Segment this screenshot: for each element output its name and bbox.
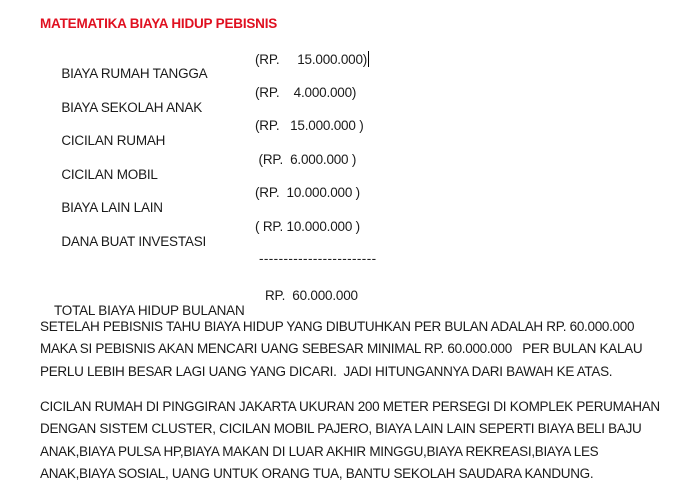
total-amount: RP. 60.000.000: [265, 288, 358, 303]
dashed-separator: ------------------------: [259, 251, 377, 266]
expense-amount: ( RP. 10.000.000 ): [255, 218, 360, 234]
expense-label: CICILAN RUMAH: [61, 133, 166, 149]
expense-row: [40, 219, 670, 253]
expense-amount: (RP. 4.000.000): [255, 84, 357, 100]
expense-list: [40, 51, 670, 253]
expense-row: [40, 152, 670, 186]
expense-amount-wrap: [255, 152, 356, 167]
expense-amount-wrap: [255, 185, 360, 200]
paragraph-line: CICILAN RUMAH DI PINGGIRAN JAKARTA UKURAN 200 METER PERSEGI DI KOMPLEK PERUMAHAN: [40, 399, 660, 414]
paragraph-line: SETELAH PEBISNIS TAHU BIAYA HIDUP YANG DIBUTUHKAN PER BULAN ADALAH RP. 60.000.000: [40, 319, 635, 334]
expense-amount-wrap: [255, 118, 364, 133]
expense-label: CICILAN MOBIL: [61, 166, 158, 182]
expense-row: [40, 85, 670, 119]
paragraph-line: ANAK,BIAYA PULSA HP,BIAYA MAKAN DI LUAR AKHIR MINGGU,BIAYA REKREASI,BIAYA LES: [40, 443, 599, 459]
expense-row: [40, 185, 670, 219]
expense-amount: (RP. 15.000.000): [255, 52, 368, 67]
expense-amount-wrap: [255, 85, 356, 100]
paragraph-line: MAKA SI PEBISNIS AKAN MENCARI UANG SEBESAR MINIMAL RP. 60.000.000 PER BULAN KALAU: [40, 341, 643, 357]
total-label: TOTAL BIAYA HIDUP BULANAN: [53, 303, 245, 318]
expense-amount-wrap: [255, 219, 360, 234]
text-cursor: [368, 51, 369, 67]
expense-label: BIAYA SEKOLAH ANAK: [61, 99, 203, 115]
expense-amount: (RP. 15.000.000 ): [255, 118, 364, 134]
expense-label: BIAYA LAIN LAIN: [61, 200, 163, 216]
expense-row: [40, 51, 670, 85]
expense-row: [40, 118, 670, 152]
paragraph-summary: [40, 316, 642, 383]
expense-label: DANA BUAT INVESTASI: [61, 233, 207, 249]
expense-amount: (RP. 10.000.000 ): [255, 185, 360, 201]
paragraph-line: DENGAN SISTEM CLUSTER, CICILAN MOBIL PAJERO, BIAYA LAIN LAIN SEPERTI BIAYA BELI BAJU: [40, 421, 642, 437]
paragraph-line: ANAK,BIAYA SOSIAL, UANG UNTUK ORANG TUA, BANTU SEKOLAH SAUDARA KANDUNG.: [40, 465, 594, 481]
document-title: MATEMATIKA BIAYA HIDUP PEBISNIS: [40, 16, 278, 31]
paragraph-line: PERLU LEBIH BESAR LAGI UANG YANG DICARI. JADI HITUNGANNYA DARI BAWAH KE ATAS.: [40, 363, 613, 379]
paragraph-details: [40, 396, 660, 485]
expense-amount: (RP. 6.000.000 ): [255, 151, 357, 167]
expense-label: BIAYA RUMAH TANGGA: [61, 66, 208, 81]
expense-amount-wrap: [255, 51, 369, 67]
